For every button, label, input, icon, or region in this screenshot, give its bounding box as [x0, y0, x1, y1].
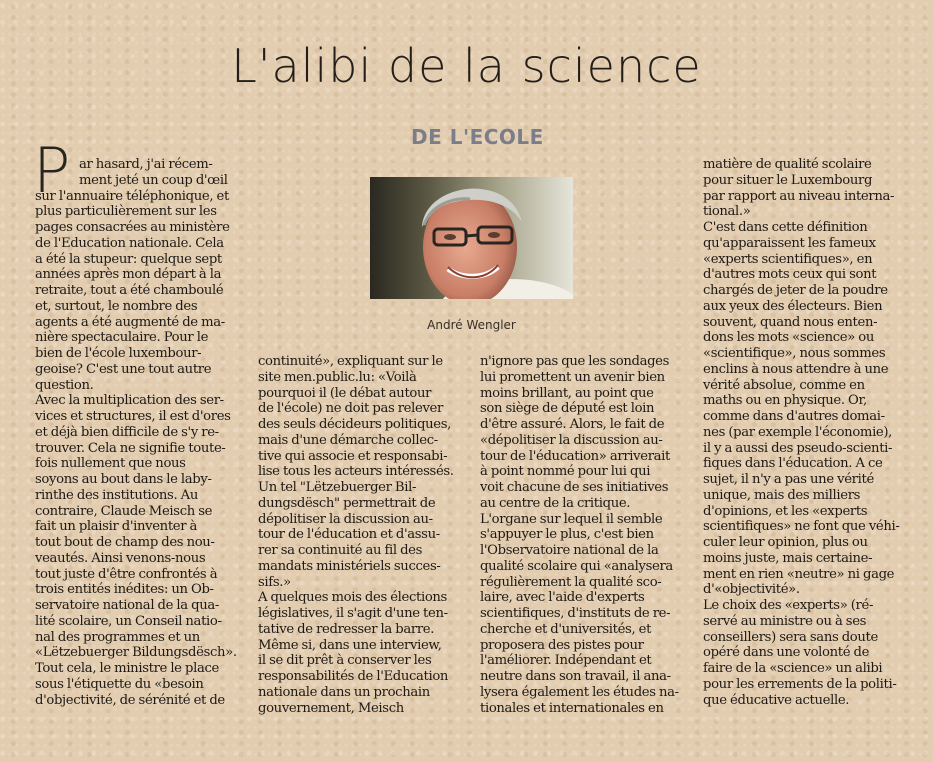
text-line: «scientifique», nous sommes	[703, 346, 886, 361]
text-line: scientifiques, d'instituts de re-	[480, 606, 671, 621]
text-line: il se dit prêt à conserver les	[258, 653, 432, 669]
text-line: et déjà bien difficile de s'y re-	[35, 424, 219, 440]
text-line: veautés. Ainsi venons-nous	[35, 550, 206, 566]
text-line: «experts scientifiques», en	[703, 251, 873, 267]
text-line: Le choix des «experts» (ré-	[703, 598, 874, 613]
text-line: proposera des pistes pour	[480, 637, 644, 653]
text-line: sur l'annuaire téléphonique, et	[35, 188, 229, 204]
text-line: mais d'une démarche collec-	[258, 432, 438, 448]
text-line: lysera également les études na-	[480, 684, 679, 700]
text-line: C'est dans cette définition	[703, 220, 868, 235]
text-line: soyons au bout dans le laby-	[35, 472, 212, 487]
text-line: tional.»	[703, 204, 751, 220]
text-line: rer sa continuité au fil des	[258, 543, 423, 558]
text-column-1	[35, 157, 245, 708]
text-line: dungsdësch" permettrait de	[258, 495, 436, 511]
text-line: vérité absolue, comme en	[703, 377, 865, 393]
text-line: Un tel "Lëtzebuerger Bil-	[258, 480, 417, 495]
text-line: vices et structures, il est d'ores	[35, 409, 231, 424]
text-line: ment en rien «neutre» ni gage	[703, 566, 895, 582]
text-line: lité scolaire, un Conseil natio-	[35, 613, 222, 629]
photo-caption: André Wengler	[427, 318, 516, 332]
text-line: ar hasard, j'ai récem-	[79, 157, 213, 172]
text-line: faire de la «science» un alibi	[703, 661, 883, 676]
text-line: enclins à nous attendre à une	[703, 361, 889, 377]
text-line: tive qui associe et responsabi-	[258, 448, 448, 464]
text-line: contraire, Claude Meisch se	[35, 503, 213, 519]
text-line: sifs.»	[258, 574, 291, 590]
text-line: question.	[35, 377, 94, 393]
text-line: A quelques mois des élections	[258, 590, 447, 606]
text-line: de l'école) ne doit pas relever	[258, 401, 443, 417]
text-line: que éducative actuelle.	[703, 692, 850, 708]
text-column-2	[258, 354, 473, 716]
text-line: et, surtout, le nombre des	[35, 298, 198, 314]
text-line: site men.public.lu: «Voilà	[258, 369, 417, 385]
text-line: unique, mais des milliers	[703, 487, 861, 503]
text-line: fiques dans l'éducation. A ce	[703, 456, 883, 472]
text-line: opéré dans une volonté de	[703, 645, 870, 661]
text-line: trois entités inédites: un Ob-	[35, 582, 214, 598]
text-line: comme dans d'autres domai-	[703, 409, 885, 424]
text-line: s'appuyer le plus, c'est bien	[480, 527, 654, 543]
text-line: bien de l'école luxembour-	[35, 346, 202, 361]
text-line: trouver. Cela ne signifie toute-	[35, 440, 226, 456]
text-line: tout juste d'être confrontés à	[35, 566, 218, 582]
text-column-3	[480, 354, 690, 716]
text-line: sous l'étiquette du «besoin	[35, 676, 204, 692]
text-line: tionales et internationales en	[480, 700, 664, 716]
text-line: qualité scolaire qui «analysera	[480, 558, 673, 574]
text-line: pour situer le Luxembourg	[703, 172, 873, 188]
text-line: dépolitiser la discussion au-	[258, 511, 433, 527]
text-line: moins juste, mais certaine-	[703, 550, 873, 566]
text-line: fait un plaisir d'inventer à	[35, 519, 198, 535]
text-line: législatives, il s'agit d'une ten-	[258, 606, 448, 621]
drop-cap: P	[33, 134, 71, 207]
text-line: par rapport au niveau interna-	[703, 188, 895, 204]
text-line: laire, avec l'aide d'experts	[480, 590, 645, 606]
text-line: pour les errements de la politi-	[703, 676, 897, 692]
text-line: des seuls décideurs politiques,	[258, 417, 451, 432]
author-photo	[370, 177, 573, 299]
text-line: Tout cela, le ministre le place	[35, 661, 219, 676]
text-line: chargés de jeter de la poudre	[703, 283, 888, 298]
text-line: retraite, tout a été chamboulé	[35, 283, 224, 298]
text-line: ment jeté un coup d'œil	[79, 172, 228, 188]
text-line: voit chacune de ses initiatives	[480, 480, 669, 495]
text-line: dons les mots «science» ou	[703, 330, 875, 346]
text-line: d'autres mots ceux qui sont	[703, 267, 877, 283]
text-line: nière spectaculaire. Pour le	[35, 330, 209, 346]
text-line: geoise? C'est une tout autre	[35, 361, 212, 377]
text-line: a été la stupeur: quelque sept	[35, 251, 222, 267]
text-line: «dépolitiser la discussion au-	[480, 432, 663, 448]
text-line: il y a aussi des pseudo-scienti-	[703, 440, 893, 456]
text-line: nal des programmes et un	[35, 629, 200, 645]
text-line: souvent, quand nous enten-	[703, 314, 878, 330]
text-line: aux yeux des électeurs. Bien	[703, 298, 883, 314]
text-line: plus particulièrement sur les	[35, 204, 217, 220]
text-line: pages consacrées au ministère	[35, 220, 230, 235]
text-column-4	[703, 157, 918, 708]
text-line: gouvernement, Meisch	[258, 700, 404, 716]
text-line: neutre dans son travail, il ana-	[480, 669, 671, 684]
text-line: pourquoi il (le débat autour	[258, 385, 432, 401]
text-line: L'organe sur lequel il semble	[480, 511, 663, 527]
text-line: n'ignore pas que les sondages	[480, 354, 670, 369]
text-line: tout bout de champ des nou-	[35, 535, 215, 550]
text-line: tour de l'éducation et d'assu-	[258, 527, 440, 543]
text-line: d'être assuré. Alors, le fait de	[480, 417, 665, 432]
text-line: fois nullement que nous	[35, 456, 186, 472]
text-line: au centre de la critique.	[480, 495, 631, 511]
text-line: de l'Education nationale. Cela	[35, 235, 224, 251]
text-line: Avec la multiplication des ser-	[35, 393, 224, 409]
text-line: mandats ministériels succes-	[258, 558, 441, 574]
portrait-photo-icon	[370, 177, 573, 299]
text-line: culer leur opinion, plus ou	[703, 535, 868, 550]
text-line: l'améliorer. Indépendant et	[480, 653, 652, 669]
text-line: lui promettent un avenir bien	[480, 369, 665, 385]
text-line: «Lëtzebuerger Bildungsdësch».	[35, 645, 237, 661]
text-line: d'opinions, et les «experts	[703, 503, 868, 519]
text-line: responsabilités de l'Education	[258, 669, 449, 684]
text-line: années après mon départ à la	[35, 267, 222, 283]
text-line: à point nommé pour lui qui	[480, 464, 651, 480]
text-line: Même si, dans une interview,	[258, 637, 442, 653]
text-line: nationale dans un prochain	[258, 684, 430, 700]
text-line: d'«objectivité».	[703, 582, 800, 598]
text-line: tative de redresser la barre.	[258, 621, 435, 637]
text-line: d'objectivité, de sérénité et de	[35, 692, 225, 708]
text-line: lise tous les acteurs intéressés.	[258, 464, 454, 480]
text-line: conseillers) sera sans doute	[703, 629, 878, 645]
text-line: agents a été augmenté de ma-	[35, 314, 225, 330]
section-kicker: DE L'ECOLE	[411, 125, 544, 149]
text-line: sujet, il n'y a pas une vérité	[703, 472, 874, 487]
text-line: servé au ministre ou à ses	[703, 613, 867, 629]
text-line: nes (par exemple l'économie),	[703, 424, 893, 440]
text-line: moins brillant, au point que	[480, 385, 654, 401]
text-line: maths ou en physique. Or,	[703, 393, 867, 409]
text-line: matière de qualité scolaire	[703, 157, 872, 172]
text-line: qu'apparaissent les fameux	[703, 235, 876, 251]
text-line: régulièrement la qualité sco-	[480, 574, 662, 590]
text-line: servatoire national de la qua-	[35, 598, 219, 613]
text-line: scientifiques» ne font que véhi-	[703, 519, 900, 535]
article-title: L'alibi de la science	[231, 39, 702, 93]
text-line: son siège de député est loin	[480, 401, 655, 417]
text-line: cherche et d'universités, et	[480, 621, 652, 637]
text-line: l'Observatoire national de la	[480, 543, 659, 558]
text-line: continuité», expliquant sur le	[258, 354, 443, 369]
text-line: rinthe des institutions. Au	[35, 487, 198, 503]
text-line: tour de l'éducation» arriverait	[480, 448, 670, 464]
